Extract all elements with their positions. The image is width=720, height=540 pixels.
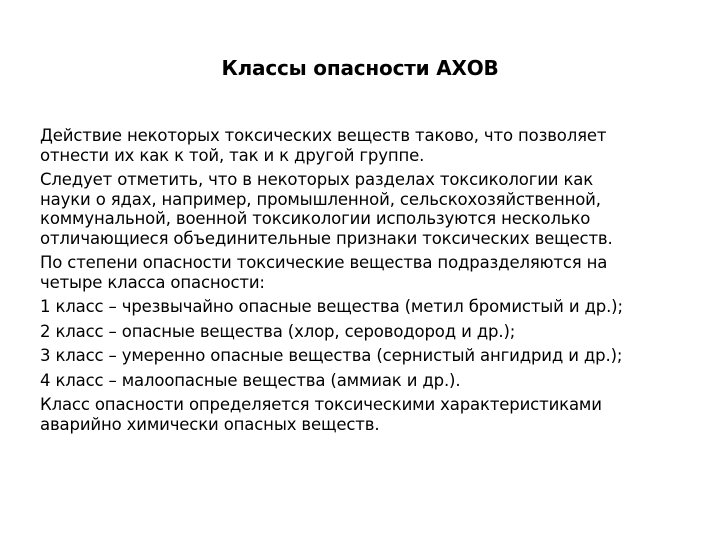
text-line: Действие некоторых токсических веществ таково, что позволяет [40, 126, 607, 145]
text-line: Следует отметить, что в некоторых разделах токсикологии как [40, 170, 594, 189]
text-line: четыре класса опасности: [40, 272, 265, 292]
paragraph-toxicology-sections [40, 170, 690, 248]
text-line: 4 класс – малоопасные вещества (аммиак и др.). [40, 370, 461, 390]
paragraph-danger-class-definition [40, 395, 690, 434]
text-line: 1 класс – чрезвычайно опасные вещества (метил бромистый и др.); [40, 297, 623, 316]
text-line: По степени опасности токсические вещества подразделяются на [40, 253, 608, 272]
paragraph-toxic-action [40, 126, 690, 165]
danger-class-2-item [40, 322, 690, 342]
paragraph-danger-classes-intro [40, 253, 690, 292]
text-line: Класс опасности определяется токсическими характеристиками [40, 395, 602, 414]
slide-title: Классы опасности АХОВ [221, 56, 499, 80]
danger-class-1-item [40, 297, 690, 317]
text-line: 3 класс – умеренно опасные вещества (сернистый ангидрид и др.); [40, 346, 623, 365]
text-line: коммунальной, военной токсикологии используются несколько [40, 209, 591, 228]
text-line: отличающиеся объединительные признаки токсических веществ. [40, 228, 613, 248]
text-line: 2 класс – опасные вещества (хлор, сероводород и др.); [40, 321, 516, 341]
slide-body [40, 126, 690, 439]
text-line: науки о ядах, например, промышленной, сельскохозяйственной, [40, 189, 601, 209]
text-line: аварийно химически опасных веществ. [40, 414, 380, 434]
danger-class-4-item [40, 371, 690, 391]
danger-class-3-item [40, 346, 690, 366]
text-line: отнести их как к той, так и к другой группе. [40, 145, 425, 165]
